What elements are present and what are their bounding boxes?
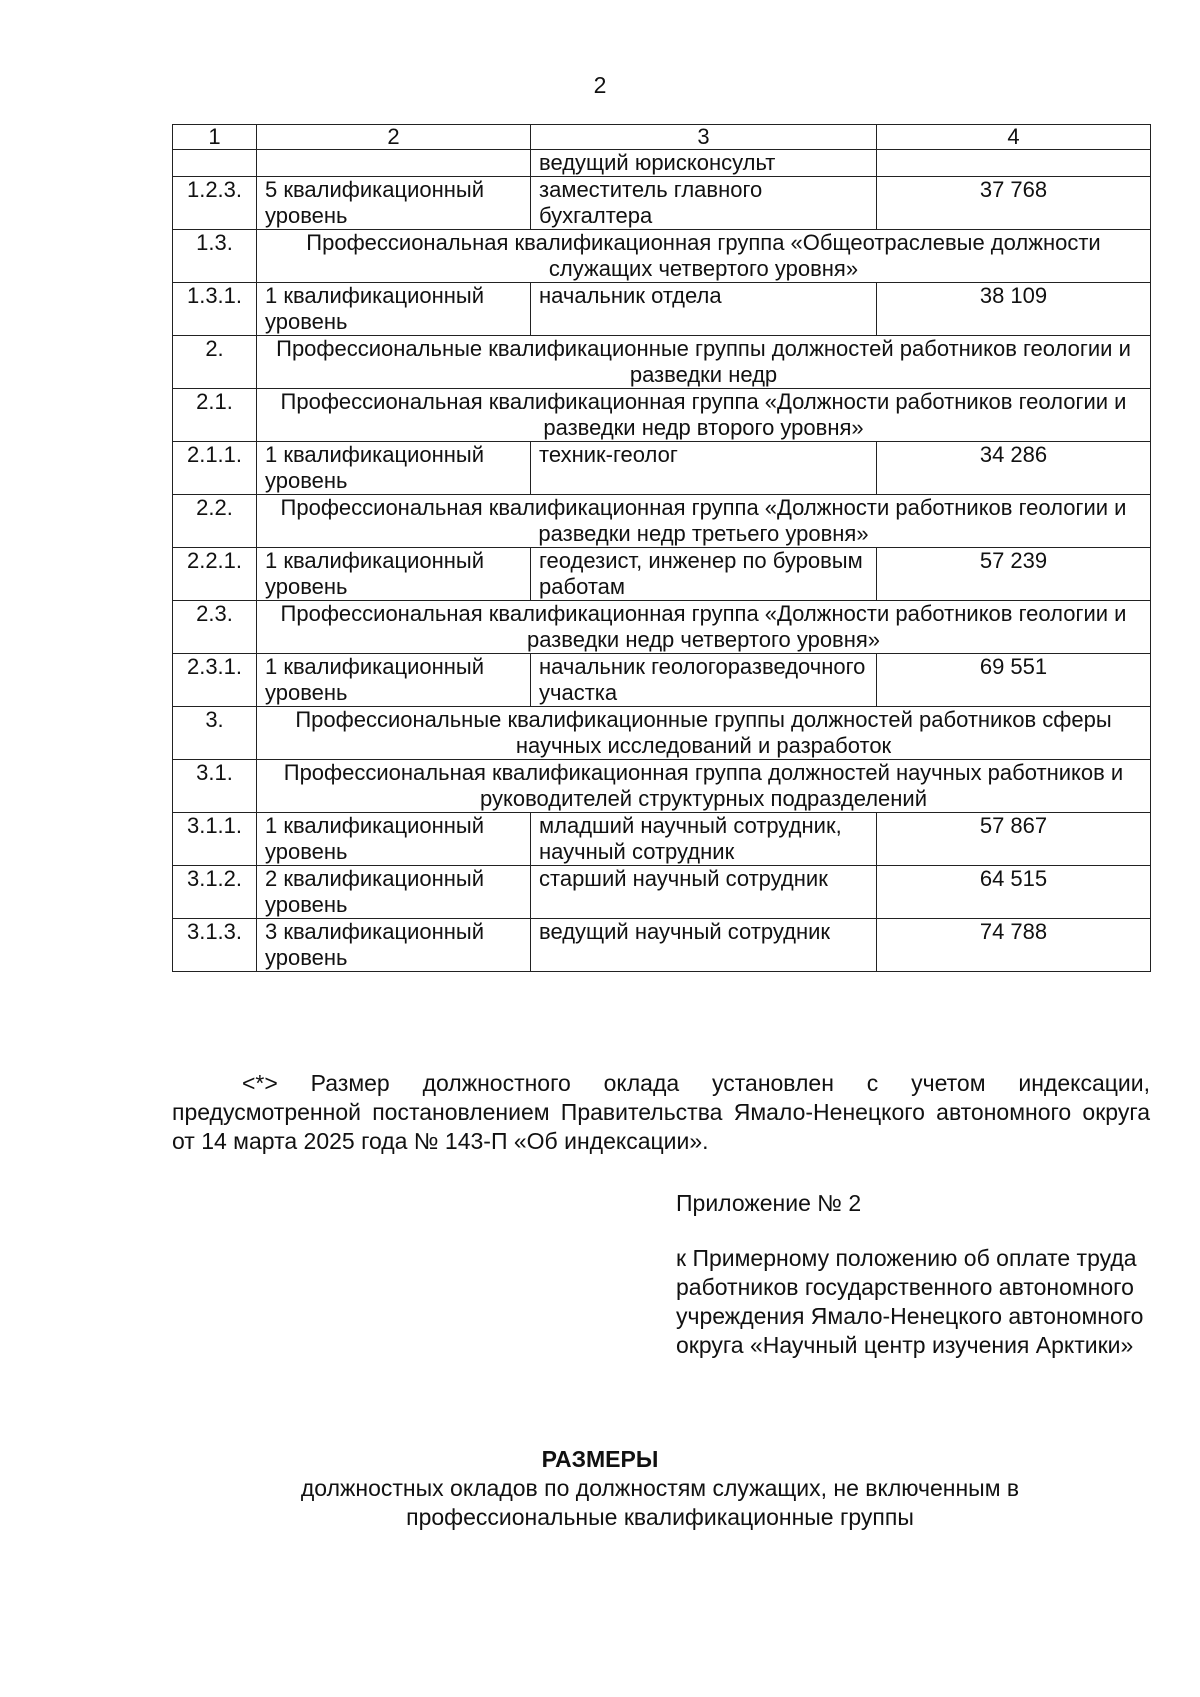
row-number-cell: 3.1. (173, 760, 257, 813)
footnote: <*> Размер должностного оклада установлен с учетом индексации, предусмотренной постановлением Правительства Ямало-Ненецкого автономного округа от 14 марта 2025 года № 143-П «Об индексации». (172, 1070, 1150, 1154)
section-heading: РАЗМЕРЫ (541, 1446, 659, 1472)
table-group-row (173, 760, 1151, 813)
position-cell: младший научный сотрудник, научный сотрудник (531, 813, 877, 866)
row-number-cell: 3.1.1. (173, 813, 257, 866)
salary-cell: 74 788 (877, 919, 1151, 972)
table-row (173, 283, 1151, 336)
row-number-cell: 2.2. (173, 495, 257, 548)
row-number-cell: 1.3.1. (173, 283, 257, 336)
row-number-cell: 3. (173, 707, 257, 760)
group-title-cell: Профессиональная квалификационная группа «Общеотраслевые должности служащих четвертого уровня» (257, 230, 1151, 283)
salary-cell: 34 286 (877, 442, 1151, 495)
column-header: 1 (173, 125, 257, 150)
position-cell: старший научный сотрудник (531, 866, 877, 919)
row-number-cell: 2.2.1. (173, 548, 257, 601)
table-group-row (173, 336, 1151, 389)
column-header: 2 (257, 125, 531, 150)
group-title-cell: Профессиональные квалификационные группы должностей работников геологии и разведки недр (257, 336, 1151, 389)
qualification-level-cell: 1 квалификационный уровень (257, 654, 531, 707)
column-header: 3 (531, 125, 877, 150)
position-cell: начальник отдела (531, 283, 877, 336)
row-number-cell: 2.3. (173, 601, 257, 654)
position-cell: ведущий научный сотрудник (531, 919, 877, 972)
table-row (173, 150, 1151, 177)
table-row (173, 919, 1151, 972)
position-cell: техник-геолог (531, 442, 877, 495)
salary-cell: 69 551 (877, 654, 1151, 707)
salary-cell: 64 515 (877, 866, 1151, 919)
qualification-level-cell: 1 квалификационный уровень (257, 813, 531, 866)
table-group-row (173, 707, 1151, 760)
position-cell: заместитель главного бухгалтера (531, 177, 877, 230)
appendix-body: к Примерному положению об оплате труда работников государственного автономного учреждения Ямало-Ненецкого автономного округа «Научный центр изучения Арктики» (676, 1245, 1144, 1358)
appendix-title: Приложение № 2 (676, 1190, 862, 1216)
qualification-level-cell: 1 квалификационный уровень (257, 548, 531, 601)
table-group-row (173, 495, 1151, 548)
table-row (173, 654, 1151, 707)
position-cell: начальник геологоразведочного участка (531, 654, 877, 707)
salary-cell (877, 150, 1151, 177)
qualification-level-cell: 1 квалификационный уровень (257, 283, 531, 336)
group-title-cell: Профессиональная квалификационная группа «Должности работников геологии и разведки недр четвертого уровня» (257, 601, 1151, 654)
salary-cell: 57 239 (877, 548, 1151, 601)
table-group-row (173, 601, 1151, 654)
page-number: 2 (593, 72, 607, 98)
section-subheading: должностных окладов по должностям служащих, не включенным в профессиональные квалификационные группы (300, 1475, 1020, 1530)
table-group-row (173, 389, 1151, 442)
row-number-cell: 2.3.1. (173, 654, 257, 707)
qualification-level-cell: 1 квалификационный уровень (257, 442, 531, 495)
table-row (173, 548, 1151, 601)
salary-cell: 38 109 (877, 283, 1151, 336)
table-group-row (173, 230, 1151, 283)
row-number-cell (173, 150, 257, 177)
salary-table (172, 124, 1151, 972)
qualification-level-cell (257, 150, 531, 177)
position-cell: ведущий юрисконсульт (531, 150, 877, 177)
group-title-cell: Профессиональная квалификационная группа должностей научных работников и руководителей структурных подразделений (257, 760, 1151, 813)
qualification-level-cell: 2 квалификационный уровень (257, 866, 531, 919)
row-number-cell: 3.1.3. (173, 919, 257, 972)
column-header: 4 (877, 125, 1151, 150)
table-row (173, 177, 1151, 230)
row-number-cell: 2.1.1. (173, 442, 257, 495)
row-number-cell: 3.1.2. (173, 866, 257, 919)
group-title-cell: Профессиональная квалификационная группа «Должности работников геологии и разведки недр третьего уровня» (257, 495, 1151, 548)
table-row (173, 442, 1151, 495)
table-row (173, 866, 1151, 919)
salary-cell: 37 768 (877, 177, 1151, 230)
row-number-cell: 1.2.3. (173, 177, 257, 230)
table-header-row (173, 125, 1151, 150)
group-title-cell: Профессиональная квалификационная группа «Должности работников геологии и разведки недр второго уровня» (257, 389, 1151, 442)
position-cell: геодезист, инженер по буровым работам (531, 548, 877, 601)
salary-cell: 57 867 (877, 813, 1151, 866)
qualification-level-cell: 5 квалификационный уровень (257, 177, 531, 230)
group-title-cell: Профессиональные квалификационные группы должностей работников сферы научных исследований и разработок (257, 707, 1151, 760)
row-number-cell: 2.1. (173, 389, 257, 442)
qualification-level-cell: 3 квалификационный уровень (257, 919, 531, 972)
table-row (173, 813, 1151, 866)
table-body (173, 150, 1151, 972)
row-number-cell: 2. (173, 336, 257, 389)
row-number-cell: 1.3. (173, 230, 257, 283)
